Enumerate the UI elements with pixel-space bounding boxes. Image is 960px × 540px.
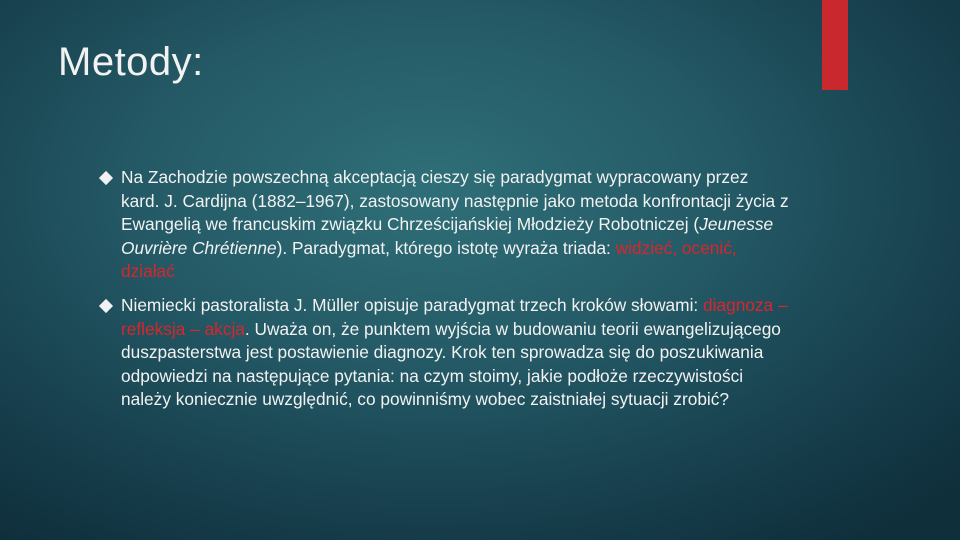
highlight-steps: diagnoza – refleksja – akcja: [121, 294, 788, 339]
accent-bar: [822, 0, 848, 90]
bullet-italic-text: Jeunesse Ouvrière Chrétienne: [121, 214, 774, 258]
bullet-text: . Uważa on, że punktem wyjścia w budowaniu teorii ewangelizującego duszpasterstwa jest postawienie diagnozy. Krok ten sprowadza się do poszukiwania odpowiedzi na następujące pytania: na czym stoimy, jakie podłoże rzeczywistości należy koniecznie uwzględnić, co powinniśmy wobec zaistniałej sytuacji zrobić?: [121, 318, 781, 410]
highlight-triad: widzieć, ocenić, działać: [121, 237, 737, 282]
bullet-item-cardijn: [100, 166, 790, 284]
diamond-bullet-icon: [99, 299, 113, 313]
bullet-item-muller: [100, 294, 790, 412]
bullet-text: ). Paradygmat, którego istotę wyraża triada:: [276, 237, 616, 258]
bullet-text: Na Zachodzie powszechną akceptacją cieszy się paradygmat wypracowany przez kard. J. Cardijna (1882–1967), zastosowany następnie jako metoda konfrontacji życia z Ewangelią we francuskim związku Chrześcijańskiej Młodzieży Robotniczej (: [121, 167, 789, 235]
diamond-bullet-icon: [99, 171, 113, 185]
bullet-text: Niemiecki pastoralista J. Müller opisuje paradygmat trzech kroków słowami:: [121, 294, 704, 315]
bullet-list: [100, 166, 790, 422]
slide-title: Metody:: [58, 40, 204, 84]
